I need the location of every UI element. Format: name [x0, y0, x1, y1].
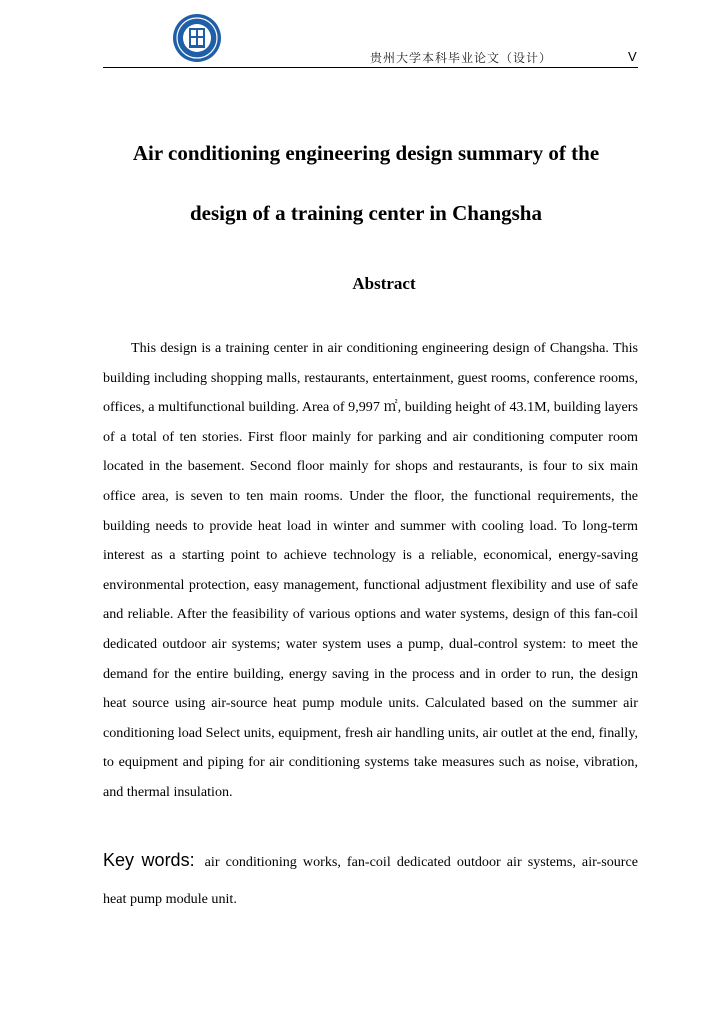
keywords-text: air conditioning works, fan-coil dedicated outdoor air systems, air-source heat pump module unit.	[103, 854, 638, 907]
paper-title-line-1: Air conditioning engineering design summary of the	[132, 141, 600, 165]
header-divider	[103, 67, 638, 68]
university-seal-icon	[172, 13, 222, 63]
keywords-label: Key words:	[103, 850, 195, 870]
keywords-paragraph	[103, 842, 638, 918]
header-university-text: 贵州大学本科毕业论文（设计）	[370, 51, 553, 65]
abstract-heading: Abstract	[352, 274, 416, 293]
paper-title-line-2: design of a training center in Changsha	[190, 201, 542, 225]
abstract-body: This design is a training center in air conditioning engineering design of Changsha. This building including shopping malls, restaurants, entertainment, guest rooms, conference rooms, offices, a multifunctional building. Area of 9,997 ㎡, building height of 43.1M, building layers of a total of ten stories. First floor mainly for parking and air conditioning computer room located in the basement. Second floor mainly for shops and restaurants, is four to six main office area, is seven to ten main rooms. Under the floor, the functional requirements, the building needs to provide heat load in winter and summer with cooling load. To long-term interest as a starting point to achieve technology is a reliable, economical, energy-saving environmental protection, easy management, functional adjustment flexibility and use of safe and reliable. After the feasibility of various options and water systems, design of this fan-coil dedicated outdoor air systems; water system uses a pump, dual-control system: to meet the demand for the entire building, energy saving in the process and in order to run, the design heat source using air-source heat pump module units. Calculated based on the summer air conditioning load Select units, equipment, fresh air handling units, air outlet at the end, finally, to equipment and piping for air conditioning systems take measures such as noise, vibration, and thermal insulation.	[103, 340, 638, 800]
page-number: V	[628, 49, 637, 64]
